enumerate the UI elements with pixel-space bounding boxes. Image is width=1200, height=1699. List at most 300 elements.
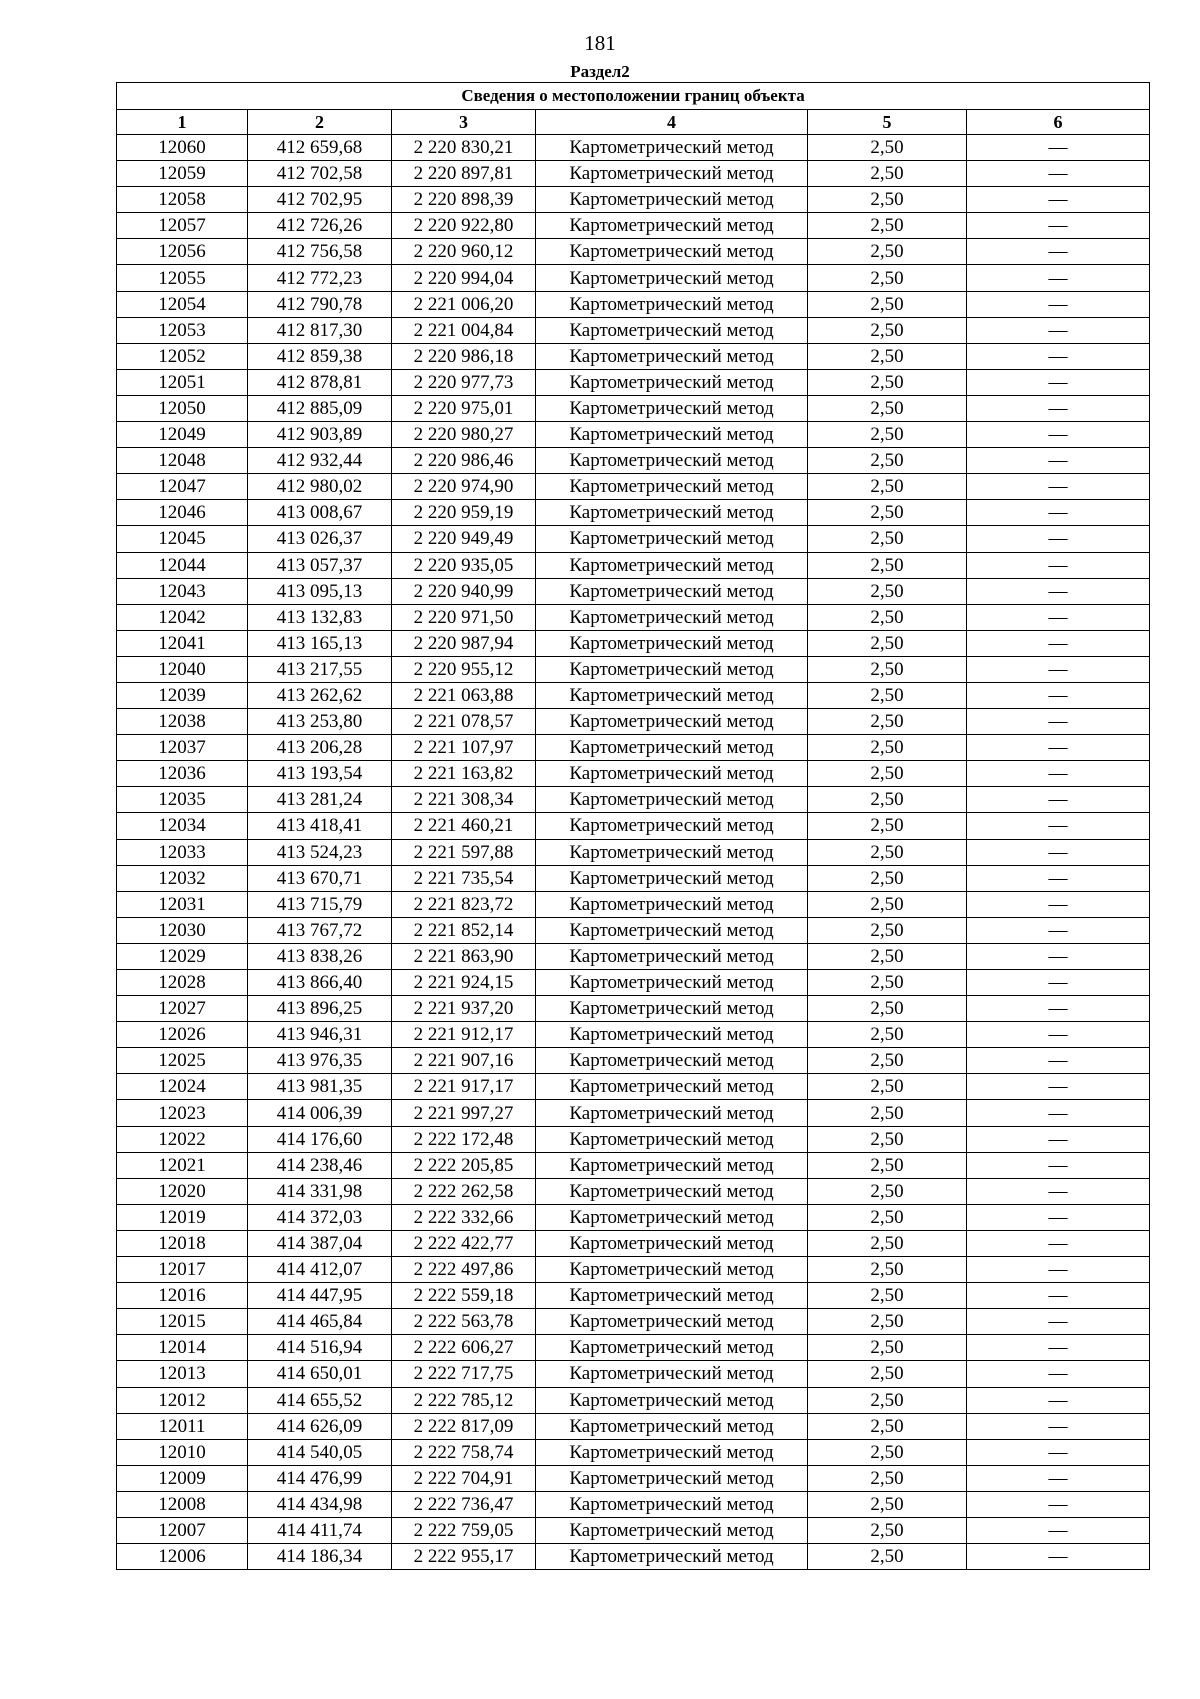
table-row (117, 1309, 1150, 1335)
determination-method-cell: Картометрический метод (536, 369, 808, 395)
y-coordinate-cell: 2 220 960,12 (392, 239, 536, 265)
accuracy-cell: 2,50 (808, 526, 967, 552)
accuracy-cell: 2,50 (808, 604, 967, 630)
accuracy-cell: 2,50 (808, 735, 967, 761)
point-number-cell: 12042 (117, 604, 248, 630)
description-cell: — (967, 161, 1150, 187)
table-row (117, 1178, 1150, 1204)
y-coordinate-cell: 2 222 758,74 (392, 1439, 536, 1465)
determination-method-cell: Картометрический метод (536, 1257, 808, 1283)
accuracy-cell: 2,50 (808, 1126, 967, 1152)
x-coordinate-cell: 414 372,03 (248, 1204, 392, 1230)
y-coordinate-cell: 2 221 924,15 (392, 970, 536, 996)
determination-method-cell: Картометрический метод (536, 1178, 808, 1204)
description-cell: — (967, 343, 1150, 369)
y-coordinate-cell: 2 220 955,12 (392, 656, 536, 682)
table-row (117, 265, 1150, 291)
x-coordinate-cell: 413 132,83 (248, 604, 392, 630)
determination-method-cell: Картометрический метод (536, 1413, 808, 1439)
y-coordinate-cell: 2 222 736,47 (392, 1491, 536, 1517)
description-cell: — (967, 1465, 1150, 1491)
description-cell: — (967, 917, 1150, 943)
x-coordinate-cell: 414 476,99 (248, 1465, 392, 1491)
description-cell: — (967, 135, 1150, 161)
point-number-cell: 12009 (117, 1465, 248, 1491)
point-number-cell: 12058 (117, 187, 248, 213)
y-coordinate-cell: 2 222 955,17 (392, 1544, 536, 1570)
table-row (117, 787, 1150, 813)
accuracy-cell: 2,50 (808, 135, 967, 161)
determination-method-cell: Картометрический метод (536, 1048, 808, 1074)
determination-method-cell: Картометрический метод (536, 1074, 808, 1100)
y-coordinate-cell: 2 222 717,75 (392, 1361, 536, 1387)
y-coordinate-cell: 2 221 107,97 (392, 735, 536, 761)
x-coordinate-cell: 414 447,95 (248, 1283, 392, 1309)
x-coordinate-cell: 412 702,58 (248, 161, 392, 187)
determination-method-cell: Картометрический метод (536, 135, 808, 161)
table-row (117, 1413, 1150, 1439)
description-cell: — (967, 1074, 1150, 1100)
y-coordinate-cell: 2 222 422,77 (392, 1230, 536, 1256)
x-coordinate-cell: 413 896,25 (248, 996, 392, 1022)
point-number-cell: 12028 (117, 970, 248, 996)
accuracy-cell: 2,50 (808, 239, 967, 265)
point-number-cell: 12052 (117, 343, 248, 369)
determination-method-cell: Картометрический метод (536, 1361, 808, 1387)
x-coordinate-cell: 413 715,79 (248, 891, 392, 917)
point-number-cell: 12012 (117, 1387, 248, 1413)
determination-method-cell: Картометрический метод (536, 317, 808, 343)
point-number-cell: 12035 (117, 787, 248, 813)
x-coordinate-cell: 413 838,26 (248, 943, 392, 969)
table-row (117, 448, 1150, 474)
y-coordinate-cell: 2 221 937,20 (392, 996, 536, 1022)
accuracy-cell: 2,50 (808, 1100, 967, 1126)
description-cell: — (967, 474, 1150, 500)
determination-method-cell: Картометрический метод (536, 500, 808, 526)
accuracy-cell: 2,50 (808, 500, 967, 526)
determination-method-cell: Картометрический метод (536, 265, 808, 291)
point-number-cell: 12010 (117, 1439, 248, 1465)
description-cell: — (967, 500, 1150, 526)
description-cell: — (967, 422, 1150, 448)
y-coordinate-cell: 2 221 597,88 (392, 839, 536, 865)
accuracy-cell: 2,50 (808, 1439, 967, 1465)
description-cell: — (967, 1517, 1150, 1543)
table-row (117, 369, 1150, 395)
determination-method-cell: Картометрический метод (536, 709, 808, 735)
x-coordinate-cell: 412 859,38 (248, 343, 392, 369)
x-coordinate-cell: 414 540,05 (248, 1439, 392, 1465)
description-cell: — (967, 1335, 1150, 1361)
accuracy-cell: 2,50 (808, 1465, 967, 1491)
accuracy-cell: 2,50 (808, 917, 967, 943)
x-coordinate-cell: 414 626,09 (248, 1413, 392, 1439)
point-number-cell: 12026 (117, 1022, 248, 1048)
determination-method-cell: Картометрический метод (536, 630, 808, 656)
table-row (117, 422, 1150, 448)
table-row (117, 474, 1150, 500)
determination-method-cell: Картометрический метод (536, 343, 808, 369)
determination-method-cell: Картометрический метод (536, 1544, 808, 1570)
accuracy-cell: 2,50 (808, 682, 967, 708)
x-coordinate-cell: 413 165,13 (248, 630, 392, 656)
accuracy-cell: 2,50 (808, 839, 967, 865)
determination-method-cell: Картометрический метод (536, 291, 808, 317)
y-coordinate-cell: 2 220 974,90 (392, 474, 536, 500)
point-number-cell: 12027 (117, 996, 248, 1022)
determination-method-cell: Картометрический метод (536, 1439, 808, 1465)
description-cell: — (967, 291, 1150, 317)
point-number-cell: 12018 (117, 1230, 248, 1256)
x-coordinate-cell: 413 866,40 (248, 970, 392, 996)
point-number-cell: 12030 (117, 917, 248, 943)
description-cell: — (967, 1178, 1150, 1204)
description-cell: — (967, 735, 1150, 761)
accuracy-cell: 2,50 (808, 1517, 967, 1543)
x-coordinate-cell: 412 932,44 (248, 448, 392, 474)
x-coordinate-cell: 412 903,89 (248, 422, 392, 448)
description-cell: — (967, 1439, 1150, 1465)
accuracy-cell: 2,50 (808, 1335, 967, 1361)
determination-method-cell: Картометрический метод (536, 656, 808, 682)
x-coordinate-cell: 414 650,01 (248, 1361, 392, 1387)
point-number-cell: 12032 (117, 865, 248, 891)
point-number-cell: 12040 (117, 656, 248, 682)
x-coordinate-cell: 413 193,54 (248, 761, 392, 787)
x-coordinate-cell: 413 767,72 (248, 917, 392, 943)
point-number-cell: 12049 (117, 422, 248, 448)
description-cell: — (967, 865, 1150, 891)
y-coordinate-cell: 2 221 004,84 (392, 317, 536, 343)
y-coordinate-cell: 2 220 971,50 (392, 604, 536, 630)
description-cell: — (967, 787, 1150, 813)
y-coordinate-cell: 2 222 559,18 (392, 1283, 536, 1309)
table-row (117, 317, 1150, 343)
y-coordinate-cell: 2 220 898,39 (392, 187, 536, 213)
table-row (117, 630, 1150, 656)
y-coordinate-cell: 2 220 977,73 (392, 369, 536, 395)
y-coordinate-cell: 2 220 959,19 (392, 500, 536, 526)
point-number-cell: 12031 (117, 891, 248, 917)
point-number-cell: 12015 (117, 1309, 248, 1335)
determination-method-cell: Картометрический метод (536, 813, 808, 839)
x-coordinate-cell: 413 670,71 (248, 865, 392, 891)
table-row (117, 343, 1150, 369)
accuracy-cell: 2,50 (808, 1491, 967, 1517)
x-coordinate-cell: 413 095,13 (248, 578, 392, 604)
table-row (117, 813, 1150, 839)
y-coordinate-cell: 2 221 078,57 (392, 709, 536, 735)
accuracy-cell: 2,50 (808, 891, 967, 917)
y-coordinate-cell: 2 222 205,85 (392, 1152, 536, 1178)
description-cell: — (967, 552, 1150, 578)
y-coordinate-cell: 2 221 163,82 (392, 761, 536, 787)
point-number-cell: 12016 (117, 1283, 248, 1309)
x-coordinate-cell: 413 057,37 (248, 552, 392, 578)
point-number-cell: 12045 (117, 526, 248, 552)
accuracy-cell: 2,50 (808, 865, 967, 891)
accuracy-cell: 2,50 (808, 1544, 967, 1570)
table-row (117, 395, 1150, 421)
x-coordinate-cell: 413 217,55 (248, 656, 392, 682)
column-number: 6 (967, 110, 1150, 135)
x-coordinate-cell: 414 434,98 (248, 1491, 392, 1517)
description-cell: — (967, 709, 1150, 735)
accuracy-cell: 2,50 (808, 187, 967, 213)
point-number-cell: 12038 (117, 709, 248, 735)
determination-method-cell: Картометрический метод (536, 1491, 808, 1517)
determination-method-cell: Картометрический метод (536, 1283, 808, 1309)
accuracy-cell: 2,50 (808, 1413, 967, 1439)
point-number-cell: 12020 (117, 1178, 248, 1204)
description-cell: — (967, 1387, 1150, 1413)
description-cell: — (967, 1230, 1150, 1256)
description-cell: — (967, 813, 1150, 839)
column-number: 2 (248, 110, 392, 135)
accuracy-cell: 2,50 (808, 369, 967, 395)
description-cell: — (967, 1100, 1150, 1126)
table-caption: Сведения о местоположении границ объекта (117, 83, 1150, 110)
point-number-cell: 12011 (117, 1413, 248, 1439)
determination-method-cell: Картометрический метод (536, 239, 808, 265)
x-coordinate-cell: 412 659,68 (248, 135, 392, 161)
table-row (117, 735, 1150, 761)
accuracy-cell: 2,50 (808, 161, 967, 187)
y-coordinate-cell: 2 222 262,58 (392, 1178, 536, 1204)
determination-method-cell: Картометрический метод (536, 213, 808, 239)
accuracy-cell: 2,50 (808, 813, 967, 839)
point-number-cell: 12017 (117, 1257, 248, 1283)
accuracy-cell: 2,50 (808, 1048, 967, 1074)
point-number-cell: 12023 (117, 1100, 248, 1126)
accuracy-cell: 2,50 (808, 1283, 967, 1309)
determination-method-cell: Картометрический метод (536, 943, 808, 969)
point-number-cell: 12014 (117, 1335, 248, 1361)
description-cell: — (967, 213, 1150, 239)
description-cell: — (967, 1204, 1150, 1230)
accuracy-cell: 2,50 (808, 578, 967, 604)
description-cell: — (967, 761, 1150, 787)
table-row (117, 552, 1150, 578)
determination-method-cell: Картометрический метод (536, 787, 808, 813)
determination-method-cell: Картометрический метод (536, 865, 808, 891)
description-cell: — (967, 682, 1150, 708)
table-row (117, 1048, 1150, 1074)
table-row (117, 1126, 1150, 1152)
x-coordinate-cell: 413 262,62 (248, 682, 392, 708)
x-coordinate-cell: 414 655,52 (248, 1387, 392, 1413)
y-coordinate-cell: 2 221 735,54 (392, 865, 536, 891)
description-cell: — (967, 970, 1150, 996)
description-cell: — (967, 1413, 1150, 1439)
description-cell: — (967, 265, 1150, 291)
accuracy-cell: 2,50 (808, 317, 967, 343)
column-number: 3 (392, 110, 536, 135)
point-number-cell: 12034 (117, 813, 248, 839)
point-number-cell: 12007 (117, 1517, 248, 1543)
y-coordinate-cell: 2 220 980,27 (392, 422, 536, 448)
point-number-cell: 12046 (117, 500, 248, 526)
description-cell: — (967, 1361, 1150, 1387)
point-number-cell: 12024 (117, 1074, 248, 1100)
table-row (117, 604, 1150, 630)
determination-method-cell: Картометрический метод (536, 970, 808, 996)
x-coordinate-cell: 413 981,35 (248, 1074, 392, 1100)
section-title: Раздел2 (570, 62, 630, 81)
table-row (117, 1361, 1150, 1387)
description-cell: — (967, 578, 1150, 604)
table-row (117, 1257, 1150, 1283)
determination-method-cell: Картометрический метод (536, 839, 808, 865)
determination-method-cell: Картометрический метод (536, 395, 808, 421)
accuracy-cell: 2,50 (808, 1178, 967, 1204)
determination-method-cell: Картометрический метод (536, 917, 808, 943)
boundary-coordinates-table (116, 82, 1150, 1570)
table-row (117, 1335, 1150, 1361)
table-row (117, 682, 1150, 708)
accuracy-cell: 2,50 (808, 1074, 967, 1100)
table-row (117, 526, 1150, 552)
determination-method-cell: Картометрический метод (536, 161, 808, 187)
accuracy-cell: 2,50 (808, 1387, 967, 1413)
column-number-row (117, 110, 1150, 135)
accuracy-cell: 2,50 (808, 1230, 967, 1256)
y-coordinate-cell: 2 221 308,34 (392, 787, 536, 813)
x-coordinate-cell: 413 946,31 (248, 1022, 392, 1048)
determination-method-cell: Картометрический метод (536, 1387, 808, 1413)
x-coordinate-cell: 412 790,78 (248, 291, 392, 317)
determination-method-cell: Картометрический метод (536, 1517, 808, 1543)
y-coordinate-cell: 2 221 917,17 (392, 1074, 536, 1100)
description-cell: — (967, 1152, 1150, 1178)
determination-method-cell: Картометрический метод (536, 604, 808, 630)
y-coordinate-cell: 2 222 172,48 (392, 1126, 536, 1152)
table-row (117, 1230, 1150, 1256)
x-coordinate-cell: 413 206,28 (248, 735, 392, 761)
y-coordinate-cell: 2 222 497,86 (392, 1257, 536, 1283)
determination-method-cell: Картометрический метод (536, 1335, 808, 1361)
page-number: 181 (584, 31, 616, 55)
description-cell: — (967, 395, 1150, 421)
x-coordinate-cell: 414 411,74 (248, 1517, 392, 1543)
point-number-cell: 12059 (117, 161, 248, 187)
table-row (117, 1544, 1150, 1570)
point-number-cell: 12029 (117, 943, 248, 969)
table-row (117, 161, 1150, 187)
table-row (117, 1100, 1150, 1126)
description-cell: — (967, 1048, 1150, 1074)
y-coordinate-cell: 2 222 817,09 (392, 1413, 536, 1439)
determination-method-cell: Картометрический метод (536, 1309, 808, 1335)
point-number-cell: 12044 (117, 552, 248, 578)
table-row (117, 865, 1150, 891)
point-number-cell: 12047 (117, 474, 248, 500)
description-cell: — (967, 187, 1150, 213)
y-coordinate-cell: 2 220 897,81 (392, 161, 536, 187)
y-coordinate-cell: 2 222 563,78 (392, 1309, 536, 1335)
description-cell: — (967, 996, 1150, 1022)
x-coordinate-cell: 413 524,23 (248, 839, 392, 865)
table-row (117, 1022, 1150, 1048)
x-coordinate-cell: 412 702,95 (248, 187, 392, 213)
x-coordinate-cell: 414 176,60 (248, 1126, 392, 1152)
table-row (117, 656, 1150, 682)
determination-method-cell: Картометрический метод (536, 187, 808, 213)
column-number: 4 (536, 110, 808, 135)
table-row (117, 1152, 1150, 1178)
y-coordinate-cell: 2 221 863,90 (392, 943, 536, 969)
point-number-cell: 12053 (117, 317, 248, 343)
table-row (117, 187, 1150, 213)
table-row (117, 996, 1150, 1022)
accuracy-cell: 2,50 (808, 291, 967, 317)
point-number-cell: 12033 (117, 839, 248, 865)
accuracy-cell: 2,50 (808, 1309, 967, 1335)
table-row (117, 1283, 1150, 1309)
determination-method-cell: Картометрический метод (536, 474, 808, 500)
point-number-cell: 12048 (117, 448, 248, 474)
y-coordinate-cell: 2 222 785,12 (392, 1387, 536, 1413)
point-number-cell: 12054 (117, 291, 248, 317)
x-coordinate-cell: 413 253,80 (248, 709, 392, 735)
point-number-cell: 12057 (117, 213, 248, 239)
point-number-cell: 12021 (117, 1152, 248, 1178)
description-cell: — (967, 369, 1150, 395)
point-number-cell: 12025 (117, 1048, 248, 1074)
y-coordinate-cell: 2 221 907,16 (392, 1048, 536, 1074)
description-cell: — (967, 1309, 1150, 1335)
table-row (117, 239, 1150, 265)
determination-method-cell: Картометрический метод (536, 448, 808, 474)
accuracy-cell: 2,50 (808, 970, 967, 996)
description-cell: — (967, 630, 1150, 656)
accuracy-cell: 2,50 (808, 761, 967, 787)
x-coordinate-cell: 414 412,07 (248, 1257, 392, 1283)
y-coordinate-cell: 2 221 823,72 (392, 891, 536, 917)
table-row (117, 291, 1150, 317)
point-number-cell: 12037 (117, 735, 248, 761)
description-cell: — (967, 943, 1150, 969)
x-coordinate-cell: 412 726,26 (248, 213, 392, 239)
accuracy-cell: 2,50 (808, 395, 967, 421)
x-coordinate-cell: 412 878,81 (248, 369, 392, 395)
determination-method-cell: Картометрический метод (536, 761, 808, 787)
y-coordinate-cell: 2 222 332,66 (392, 1204, 536, 1230)
x-coordinate-cell: 414 465,84 (248, 1309, 392, 1335)
table-row (117, 917, 1150, 943)
determination-method-cell: Картометрический метод (536, 996, 808, 1022)
table-row (117, 1439, 1150, 1465)
description-cell: — (967, 526, 1150, 552)
y-coordinate-cell: 2 221 063,88 (392, 682, 536, 708)
description-cell: — (967, 1257, 1150, 1283)
table-caption-row (117, 83, 1150, 110)
x-coordinate-cell: 414 331,98 (248, 1178, 392, 1204)
accuracy-cell: 2,50 (808, 422, 967, 448)
table-row (117, 761, 1150, 787)
table-row (117, 709, 1150, 735)
accuracy-cell: 2,50 (808, 343, 967, 369)
description-cell: — (967, 317, 1150, 343)
table-row (117, 578, 1150, 604)
determination-method-cell: Картометрический метод (536, 1126, 808, 1152)
table-row (117, 943, 1150, 969)
table-row (117, 1387, 1150, 1413)
column-number: 1 (117, 110, 248, 135)
description-cell: — (967, 1283, 1150, 1309)
y-coordinate-cell: 2 220 975,01 (392, 395, 536, 421)
